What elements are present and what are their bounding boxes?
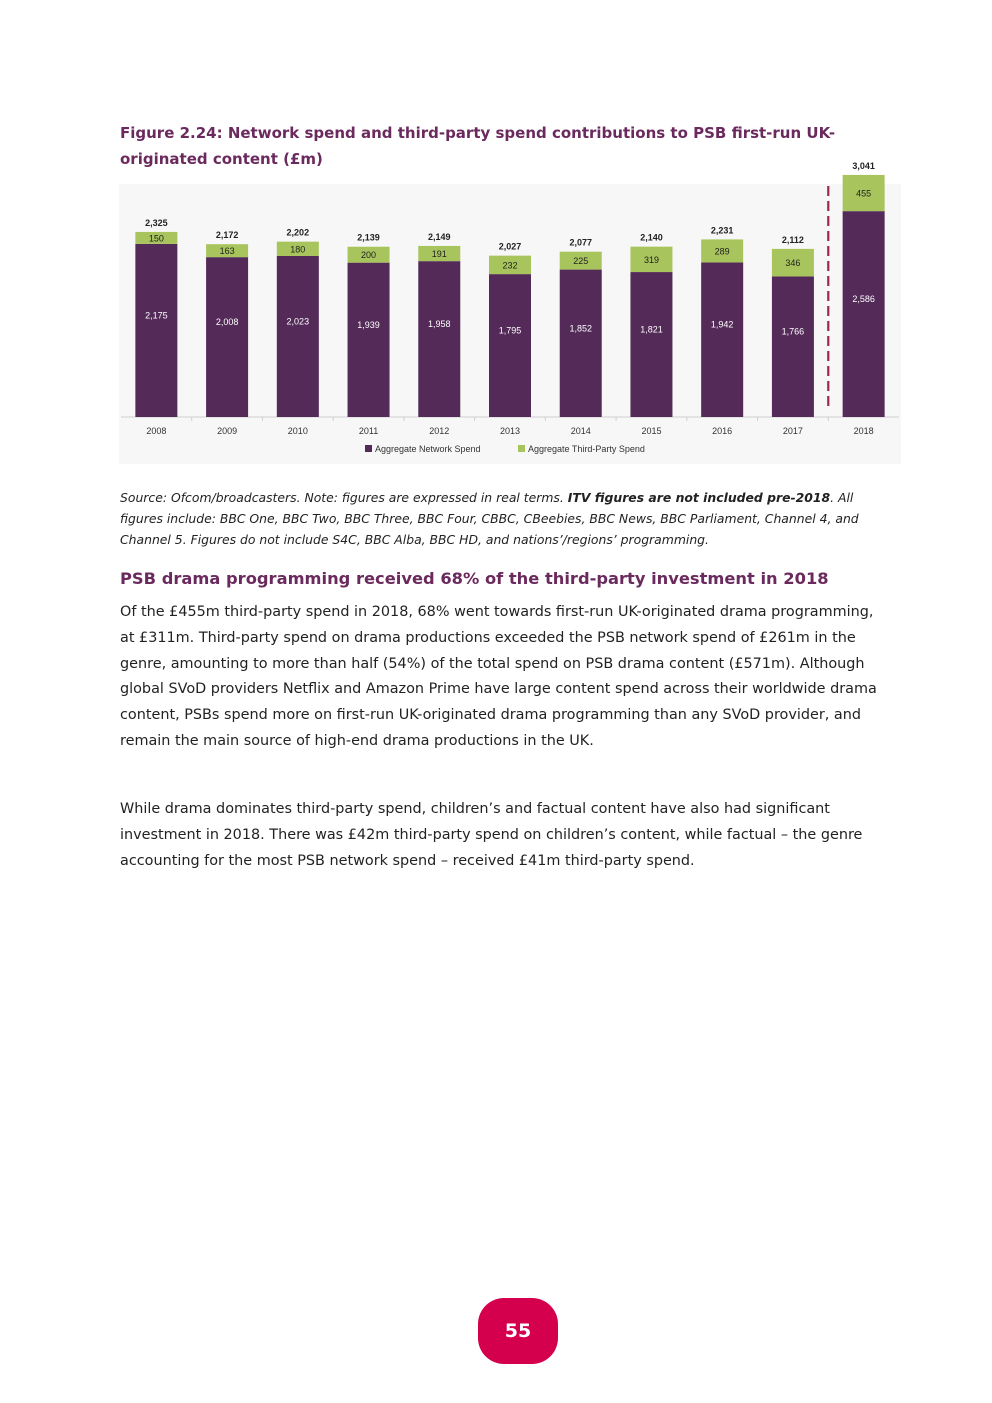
total-label-2016: 2,231 bbox=[710, 225, 734, 236]
section-heading: PSB drama programming received 68% of the third-party investment in 2018 bbox=[120, 569, 829, 588]
data-label-third-party-2016: 289 bbox=[714, 246, 730, 257]
data-label-network-2009: 2,008 bbox=[215, 317, 239, 328]
bar-network-2013 bbox=[489, 274, 531, 417]
data-label-third-party-2013: 232 bbox=[502, 260, 518, 271]
x-tick-label-2008: 2008 bbox=[146, 426, 167, 436]
page-number-badge bbox=[478, 1298, 558, 1364]
total-label-2014: 2,077 bbox=[569, 237, 592, 248]
stacked-bar-chart bbox=[119, 160, 901, 464]
data-label-network-2013: 1,795 bbox=[498, 325, 522, 336]
source-note-text-1: Source: Ofcom/broadcasters. Note: figures are expressed in real terms. bbox=[120, 490, 568, 505]
x-tick-label-2010: 2010 bbox=[287, 426, 308, 436]
data-label-network-2008: 2,175 bbox=[145, 310, 168, 321]
data-label-network-2017: 1,766 bbox=[781, 326, 805, 337]
legend-label-network: Aggregate Network Spend bbox=[375, 444, 481, 454]
total-label-2018: 3,041 bbox=[852, 160, 875, 171]
legend-swatch-third-party bbox=[518, 445, 525, 452]
data-label-network-2014: 1,852 bbox=[569, 323, 592, 334]
x-tick-label-2009: 2009 bbox=[217, 426, 238, 436]
total-label-2008: 2,325 bbox=[145, 217, 168, 228]
x-tick-label-2012: 2012 bbox=[429, 426, 450, 436]
total-label-2010: 2,202 bbox=[286, 227, 310, 238]
x-tick-label-2015: 2015 bbox=[641, 426, 662, 436]
x-tick-label-2011: 2011 bbox=[358, 426, 379, 436]
total-label-2012: 2,149 bbox=[428, 231, 451, 242]
x-tick-label-2013: 2013 bbox=[499, 426, 521, 436]
bar-network-2008 bbox=[135, 244, 177, 417]
page-number: 55 bbox=[504, 1320, 532, 1342]
bar-network-2011 bbox=[348, 263, 390, 417]
body-paragraph-1: Of the £455m third-party spend in 2018, 68% went towards first-run UK-originated drama programming, at £311m. Third-party spend on drama productions exceeded the PSB network spend of £261m in the genre, amounting to more than half (54%) of the total spend on PSB drama content (£571m). Although global SVoD providers Netflix and Amazon Prime have large content spend across their worldwide drama content, PSBs spend more on first-run UK-originated drama programming than any SVoD provider, and remain the main source of high-end drama productions in the UK. bbox=[120, 604, 877, 749]
total-label-2015: 2,140 bbox=[640, 232, 663, 243]
data-label-third-party-2014: 225 bbox=[573, 256, 589, 267]
data-label-third-party-2011: 200 bbox=[361, 250, 377, 261]
data-label-third-party-2012: 191 bbox=[431, 249, 447, 260]
data-label-third-party-2017: 346 bbox=[785, 258, 801, 269]
x-tick-label-2014: 2014 bbox=[570, 426, 591, 436]
data-label-network-2018: 2,586 bbox=[852, 294, 875, 305]
x-tick-label-2017: 2017 bbox=[782, 426, 803, 436]
total-label-2009: 2,172 bbox=[215, 230, 239, 241]
data-label-third-party-2010: 180 bbox=[290, 244, 306, 255]
data-label-network-2015: 1,821 bbox=[640, 324, 663, 335]
data-label-network-2016: 1,942 bbox=[710, 319, 734, 330]
data-label-third-party-2018: 455 bbox=[856, 188, 872, 199]
bar-network-2018 bbox=[843, 211, 885, 417]
x-tick-label-2016: 2016 bbox=[712, 426, 733, 436]
source-note-text-2: . All figures include: BBC One, BBC Two, BBC Three, BBC Four, CBBC, CBeebies, BBC News, BBC Parliament, Channel 4, and Channel 5. Figures do not include S4C, BBC Alba, BBC HD, and nations’/regions’ programming. bbox=[120, 490, 859, 547]
bar-network-2014 bbox=[560, 270, 602, 417]
bar-network-2010 bbox=[277, 256, 319, 417]
body-paragraph-2: While drama dominates third-party spend, children’s and factual content have also had significant investment in 2018. There was £42m third-party spend on children’s content, while factual – the genre accounting for the most PSB network spend – received £41m third-party spend. bbox=[120, 801, 863, 869]
total-label-2011: 2,139 bbox=[357, 232, 380, 243]
x-tick-label-2018: 2018 bbox=[853, 426, 874, 436]
data-label-third-party-2008: 150 bbox=[148, 233, 164, 244]
legend-label-third-party: Aggregate Third-Party Spend bbox=[528, 444, 645, 454]
data-label-network-2012: 1,958 bbox=[428, 319, 451, 330]
data-label-network-2010: 2,023 bbox=[286, 316, 310, 327]
source-note bbox=[120, 487, 880, 550]
bar-network-2009 bbox=[206, 257, 248, 417]
legend-swatch-network bbox=[365, 445, 372, 452]
bar-network-2016 bbox=[701, 262, 743, 417]
data-label-third-party-2009: 163 bbox=[219, 246, 235, 257]
figure-title: Figure 2.24: Network spend and third-party spend contributions to PSB first-run UK-originated content (£m) bbox=[120, 124, 836, 168]
total-label-2017: 2,112 bbox=[781, 234, 804, 245]
total-label-2013: 2,027 bbox=[498, 241, 522, 252]
data-label-third-party-2015: 319 bbox=[643, 254, 659, 265]
data-label-network-2011: 1,939 bbox=[357, 319, 380, 330]
bar-network-2017 bbox=[772, 276, 814, 417]
bar-network-2012 bbox=[418, 261, 460, 417]
source-note-bold: ITV figures are not included pre-2018 bbox=[567, 490, 831, 505]
bar-network-2015 bbox=[630, 272, 672, 417]
